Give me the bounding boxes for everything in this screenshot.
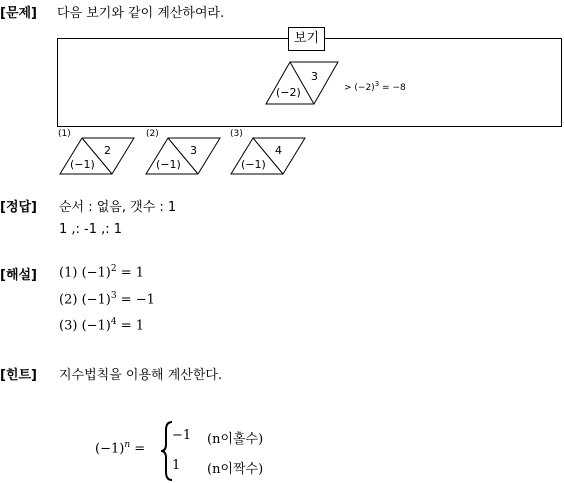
solution-3-num: (3) <box>59 318 78 334</box>
solution-1-base: (−1) <box>81 265 111 281</box>
answer-line-1: 순서 : 없음, 갯수 : 1 <box>59 200 177 215</box>
solution-3-rest: = 1 <box>120 318 145 334</box>
hint-case-1-condition: (n이홀수) <box>207 432 264 447</box>
example-result <box>344 80 406 93</box>
solution-2-num: (2) <box>59 292 78 308</box>
problem-tag: [문제] <box>0 6 37 21</box>
hint-case-2-value: 1 <box>172 458 181 473</box>
example-label: 보기 <box>288 27 325 51</box>
solution-3-base: (−1) <box>81 318 111 334</box>
item-2-left: (−1) <box>156 158 181 171</box>
hint-tag: [힌트] <box>0 368 37 383</box>
example-tri-right: 3 <box>311 70 318 83</box>
solution-tag: [해설] <box>0 268 37 283</box>
item-1-number: (1) <box>58 129 71 139</box>
hint-case-2-condition: (n이짝수) <box>207 462 264 477</box>
solution-3-exp: 4 <box>110 317 117 327</box>
solution-line-3 <box>59 317 144 333</box>
solution-2-rest: = −1 <box>120 292 155 308</box>
item-1-left: (−1) <box>70 158 95 171</box>
item-3-number: (3) <box>230 129 243 139</box>
example-result-prefix: > (−2) <box>344 83 375 93</box>
hint-formula-lhs <box>95 440 145 456</box>
example-figure <box>262 60 342 108</box>
item-3-left: (−1) <box>241 158 266 171</box>
hint-text: 지수법칙을 이용해 계산한다. <box>59 368 223 383</box>
answer-tag: [정답] <box>0 200 37 215</box>
hint-case-1-value: −1 <box>172 428 192 443</box>
solution-line-1 <box>59 264 144 280</box>
example-tri-left: (−2) <box>276 86 301 99</box>
solution-1-num: (1) <box>59 265 78 281</box>
item-2-right: 3 <box>190 144 197 157</box>
answer-line-2: 1 ,: -1 ,: 1 <box>59 222 123 237</box>
item-1-figure <box>58 136 136 176</box>
hint-lhs-eq: = <box>134 441 146 457</box>
item-2-figure <box>144 136 222 176</box>
solution-1-rest: = 1 <box>120 265 145 281</box>
problem-text: 다음 보기와 같이 계산하여라. <box>57 6 225 21</box>
example-result-suffix: = −8 <box>382 83 406 93</box>
item-3-figure <box>229 136 307 176</box>
item-2-number: (2) <box>146 129 159 139</box>
hint-lhs-exp: n <box>124 440 131 450</box>
solution-2-base: (−1) <box>81 292 111 308</box>
hint-lhs-base: (−1) <box>95 441 125 457</box>
item-3-right: 4 <box>275 144 282 157</box>
solution-line-2 <box>59 291 155 307</box>
example-result-exp: 3 <box>374 80 380 88</box>
item-1-right: 2 <box>104 144 111 157</box>
solution-1-exp: 2 <box>110 264 117 274</box>
solution-2-exp: 3 <box>110 291 117 301</box>
